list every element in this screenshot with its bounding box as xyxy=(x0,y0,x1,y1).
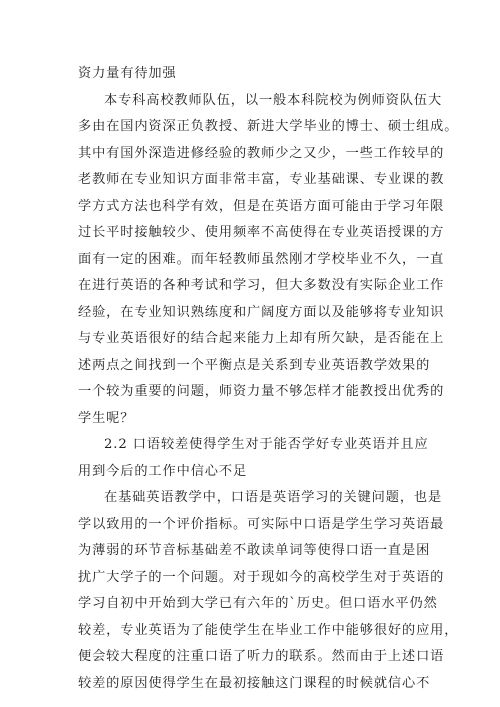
section-heading: 2.2 口语较差使得学生对于能否学好专业英语并且应 xyxy=(104,437,429,452)
text-line: 与专业英语很好的结合起来能力上却有所欠缺，是否能在上 xyxy=(78,331,445,346)
text-line: 其中有国外深造进修经验的教师少之又少，一些工作较早的 xyxy=(78,145,445,161)
text-line: 资力量有待加强 xyxy=(78,66,177,81)
text-line: 扰广大学子的一个问题。对于现如今的高校学生对于英语的 xyxy=(78,569,445,585)
text-line: 较差，专业英语为了能使学生在毕业工作中能够很好的应用， xyxy=(78,622,459,638)
text-line: 老教师在专业知识方面非常丰富，专业基础课、专业课的教 xyxy=(78,172,445,187)
text-line: 过长平时接触较少、使用频率不高使得在专业英语授课的方 xyxy=(78,225,445,240)
text-line: 述两点之间找到一个平衡点是关系到专业英语教学效果的 xyxy=(78,357,431,373)
text-line: 学以致用的一个评价指标。可实际中口语是学生学习英语最 xyxy=(78,516,445,532)
text-line: 学方式方法也科学有效，但是在英语方面可能由于学习年限 xyxy=(78,198,445,214)
text-line: 多由在国内资深正负教授、新进大学毕业的博士、硕士组成。 xyxy=(78,119,459,134)
text-line: 学生呢？ xyxy=(78,410,135,426)
text-line: 较差的原因使得学生在最初接触这门课程的时候就信心不 xyxy=(78,675,431,691)
text-line: 一个较为重要的问题，师资力量不够怎样才能教授出优秀的 xyxy=(78,384,445,399)
paragraph-first-line: 本专科高校教师队伍，以一般本科院校为例师资队伍大 xyxy=(104,92,443,108)
text-line: 在进行英语的各种考试和学习，但大多数没有实际企业工作 xyxy=(78,278,445,293)
text-line: 为薄弱的环节音标基础差不敢读单词等使得口语一直是困 xyxy=(78,543,431,558)
text-line: 经验，在专业知识熟练度和广阔度方面以及能够将专业知识 xyxy=(78,304,445,320)
text-line: 学习自初中开始到大学已有六年的`历史。但口语水平仍然 xyxy=(78,596,438,611)
section-heading-continued: 用到今后的工作中信心不足 xyxy=(78,463,248,479)
text-line: 便会较大程度的注重口语了听力的联系。然而由于上述口语 xyxy=(78,649,445,664)
text-line: 面有一定的困难。而年轻教师虽然刚才学校毕业不久，一直 xyxy=(78,251,445,267)
paragraph-first-line: 在基础英语教学中，口语是英语学习的关键问题，也是 xyxy=(104,490,443,505)
